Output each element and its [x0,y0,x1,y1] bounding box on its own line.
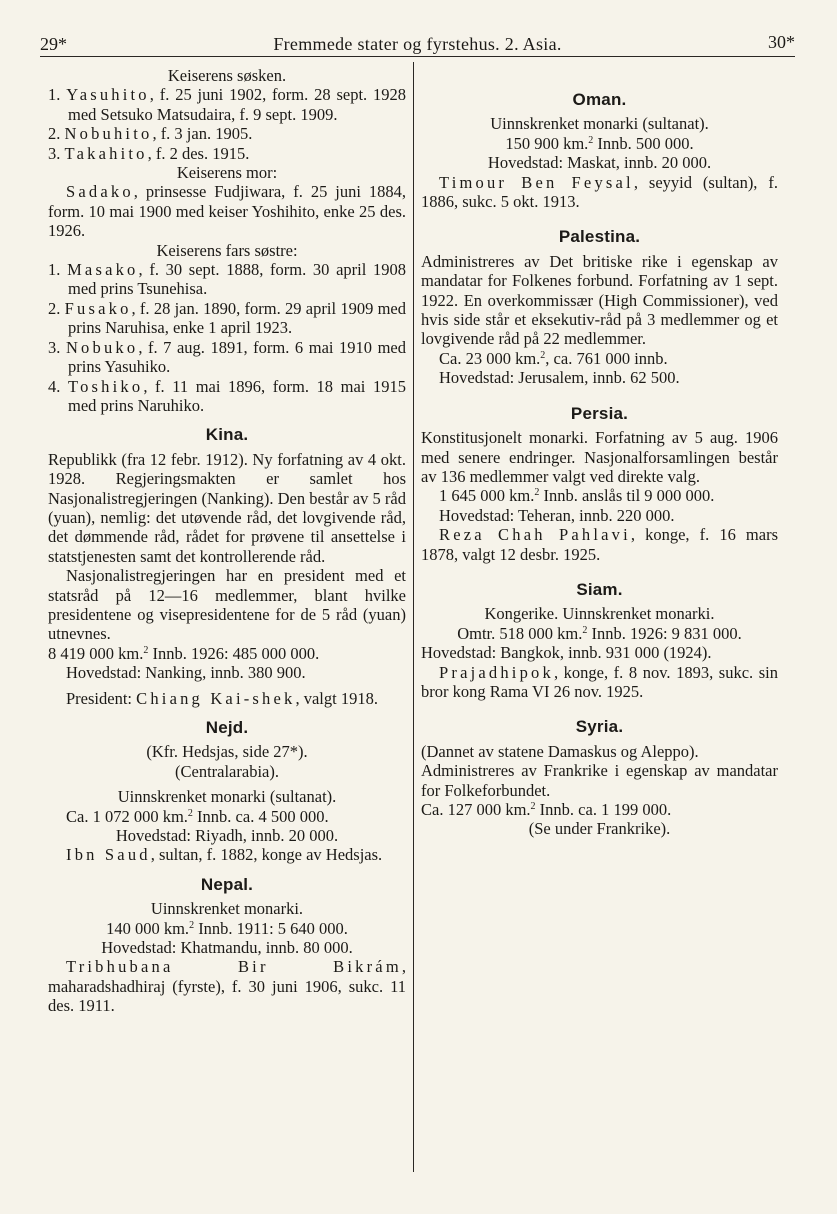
nepal-area [48,919,406,938]
nepal-ruler [48,957,406,1015]
kina-paragraph-1: Republikk (fra 12 febr. 1912). Ny forfatning av 4 okt. 1928. Regjeringsmakten er samlet hos Nasjonalistregjeringen (Nanking). Den består av 5 råd (yuan), nemlig: det utøvende råd, det lovgivende råd, det dømmende råd, rådet for prøvene til ansettelse i statstjenesten samt det kontrollerende råd. [48,449,406,566]
list-item [48,144,406,163]
person-name: Timour Ben Feysal [439,172,634,192]
item-number: 1. [48,260,61,280]
item-text: , f. 3 jan. 1905. [152,124,253,144]
persia-ruler [421,525,778,564]
mother-entry [48,182,406,240]
kina-president [48,689,406,708]
list-item [48,85,406,124]
nejd-government: Uinnskrenket monarki (sultanat). [117,787,337,807]
page-number-right: 30* [768,32,795,52]
person-name: Masako [67,260,139,280]
page-title: Fremmede stater og fyrstehus. 2. Asia. [273,34,562,54]
column-divider [413,62,414,1172]
person-name: Ibn Saud [66,845,151,865]
area-value: Ca. 1 072 000 km. [66,806,188,826]
area-value: 150 900 km. [505,133,589,153]
superscript: 2 [530,801,536,812]
list-item [48,260,406,299]
list-item [48,299,406,338]
item-text: , f. 28 jan. 1890, form. 29 april 1909 med prins Naruhisa, enke 1 april 1923. [68,298,407,338]
kina-capital: Hovedstad: Nanking, innb. 380 900. [66,663,306,683]
syria-paragraph-2: Administreres av Frankrike i egenskap av mandatar for Folkeforbundet. [421,761,778,800]
nepal-government: Uinnskrenket monarki. [150,899,304,919]
nejd-heading: Nejd. [205,718,249,737]
item-text: , konge, f. 16 mars 1878, valgt 12 desbr. 1925. [421,525,778,564]
kina-heading: Kina. [205,425,249,445]
superscript: 2 [588,134,594,146]
superscript: 2 [143,644,149,656]
persia-heading: Persia. [570,403,629,423]
kina-area [48,644,406,663]
siam-capital: Hovedstad: Bangkok, innb. 931 000 (1924). [421,643,712,663]
siam-government: Kongerike. Uinnskrenket monarki. [484,604,715,624]
superscript: 2 [534,487,540,499]
page-number-left: 29* [40,34,67,54]
item-text: , valgt 1918. [295,688,378,708]
population-value: Innb. ca. 4 500 000. [192,806,329,826]
item-text: , sultan, f. 1882, konge av Hedsjas. [150,845,383,865]
persia-paragraph: Konstitusjonelt monarki. Forfatning av 5 aug. 1906 med senere endringer. Nasjonalforsamlingen består av 136 medlemmer valgt ved direkte valg. [421,428,778,486]
right-column [421,66,778,839]
persia-area [421,486,778,505]
superscript: 2 [189,919,195,931]
person-name: Nobuko [65,337,139,357]
nejd-area [48,807,406,826]
area-value: Ca. 127 000 km. [421,800,531,819]
item-text: , f. 25 juni 1902, form. 28 sept. 1928 med Setsuko Matsudaira, f. 9 sept. 1909. [68,85,406,124]
person-name: Tribhubana Bir Bikrám [66,957,402,977]
person-name: Fusako [64,298,132,318]
item-text: , seyyid (sultan), f. 1886, sukc. 5 okt. 1913. [421,172,778,212]
syria-area [421,800,778,819]
nejd-reference: (Kfr. Hedsjas, side 27*). [146,742,308,762]
oman-heading: Oman. [572,90,627,109]
oman-government: Uinnskrenket monarki (sultanat). [490,114,709,134]
superscript: 2 [582,624,588,636]
oman-area [421,134,778,153]
population-value: Innb. 1926: 485 000 000. [148,643,320,663]
area-value: Ca. 23 000 km. [439,348,541,368]
mother-heading: Keiserens mor: [176,163,278,183]
nepal-capital: Hovedstad: Khatmandu, innb. 80 000. [101,938,353,958]
oman-ruler [421,173,778,212]
palestina-heading: Palestina. [558,227,641,247]
siam-area [421,624,778,643]
running-header [40,30,795,57]
item-number: 4. [48,376,61,396]
person-name: Toshiko [67,376,144,396]
item-text: , konge, f. 8 nov. 1893, sukc. sin bror kong Rama VI 26 nov. 1925. [421,662,778,701]
list-item [48,338,406,377]
list-item [48,124,406,143]
list-item [48,377,406,416]
siam-ruler [421,663,778,702]
persia-capital: Hovedstad: Teheran, innb. 220 000. [439,505,675,525]
person-name: Sadako [66,182,134,202]
item-text: , f. 30 sept. 1888, form. 30 april 1908 med prins Tsunehisa. [68,260,406,299]
president-label: President: [66,688,137,708]
nejd-capital: Hovedstad: Riyadh, innb. 20 000. [115,826,339,846]
population-value: Innb. 1926: 9 831 000. [587,623,742,643]
superscript: 2 [187,807,193,819]
palestina-area [421,349,778,368]
item-number: 2. [48,124,61,144]
nepal-heading: Nepal. [200,874,254,894]
population-value: , ca. 761 000 innb. [545,348,668,368]
item-text: , f. 11 mai 1896, form. 18 mai 1915 med prins Naruhiko. [68,376,406,415]
palestina-capital: Hovedstad: Jerusalem, innb. 62 500. [439,368,680,388]
item-number: 3. [48,337,61,357]
siam-heading: Siam. [576,579,623,599]
population-value: Innb. 500 000. [593,133,694,153]
syria-reference: (Se under Frankrike). [528,819,671,839]
person-name: Yasuhito [66,85,150,105]
area-value: 8 419 000 km. [48,643,144,663]
syria-paragraph-1: (Dannet av statene Damaskus og Aleppo). [421,741,699,761]
population-value: Innb. ca. 1 199 000. [535,800,672,819]
left-column [48,66,406,1016]
person-name: Reza Chah Pahlavi [439,525,631,545]
item-text: , f. 2 des. 1915. [147,143,250,163]
kina-paragraph-2: Nasjonalistregjeringen har en president med et statsråd på 12—16 medlemmer, blant hvilke presidentene og visepresidentene for de 5 råd (yuan) utnevnes. [48,566,406,644]
area-value: Omtr. 518 000 km. [457,623,583,643]
person-name: Prajadhipok [439,662,554,682]
population-value: Innb. 1911: 5 640 000. [194,918,348,938]
aunts-heading: Keiserens fars søstre: [156,240,298,260]
palestina-paragraph: Administreres av Det britiske rike i egenskap av mandatar for Folkenes forbund. Forfatning av 1 sept. 1922. En overkommissær (High Commissioner), ved hvis side står et eksekutiv-råd på 3 medlemmer og et lovgivende råd på 22 medlemmer. [421,251,778,349]
nejd-region: (Centralarabia). [175,761,279,781]
item-number: 2. [48,298,61,318]
nejd-ruler [48,845,406,864]
item-number: 3. [48,143,61,163]
item-text: , f. 7 aug. 1891, form. 6 mai 1910 med prins Yasuhiko. [68,337,406,377]
superscript: 2 [540,349,546,361]
item-text: , maharadshadhiraj (fyrste), f. 30 juni 1906, sukc. 11 des. 1911. [48,957,406,1016]
area-value: 1 645 000 km. [439,486,535,506]
item-text: , prinsesse Fudjiwara, f. 25 juni 1884, form. 10 mai 1900 med keiser Yoshihito, enke 25 des. 1926. [48,182,406,241]
syria-heading: Syria. [575,717,624,737]
siblings-heading: Keiserens søsken. [167,66,287,85]
population-value: Innb. anslås til 9 000 000. [539,486,715,506]
item-number: 1. [48,85,61,105]
person-name: Chiang Kai-shek [136,688,296,708]
area-value: 140 000 km. [106,918,190,938]
person-name: Nobuhito [64,124,153,144]
oman-capital: Hovedstad: Maskat, innb. 20 000. [487,153,712,173]
person-name: Takahito [64,143,148,163]
